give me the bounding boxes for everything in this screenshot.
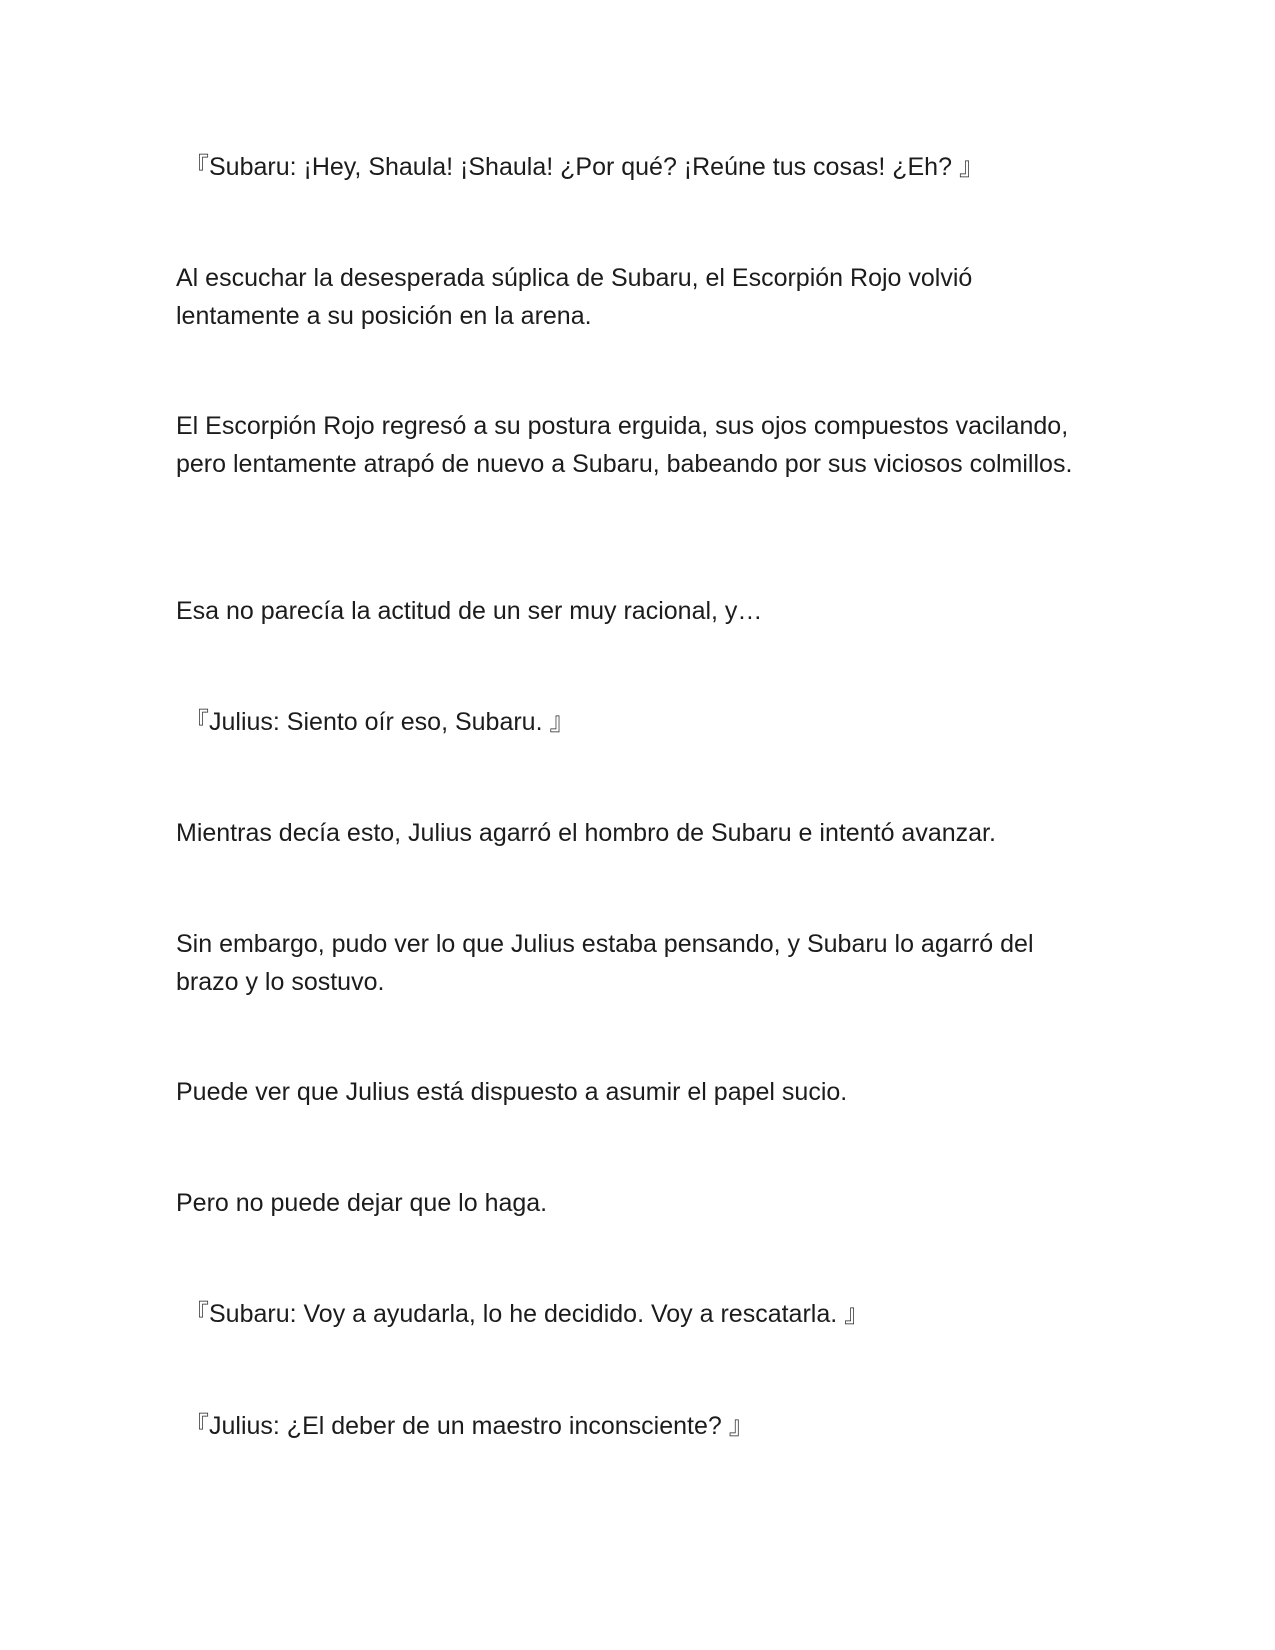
narration-paragraph: Puede ver que Julius está dispuesto a asumir el papel sucio. <box>176 1078 848 1106</box>
dialogue-line: 『Julius: Siento oír eso, Subaru. 』 <box>184 708 575 736</box>
narration-paragraph: Pero no puede dejar que lo haga. <box>176 1189 548 1217</box>
dialogue-line: 『Julius: ¿El deber de un maestro inconsciente? 』 <box>184 1412 754 1440</box>
narration-paragraph: Mientras decía esto, Julius agarró el hombro de Subaru e intentó avanzar. <box>176 819 996 847</box>
dialogue-line: 『Subaru: Voy a ayudarla, lo he decidido. Voy a rescatarla. 』 <box>184 1300 870 1328</box>
narration-paragraph: El Escorpión Rojo regresó a su postura erguida, sus ojos compuestos vacilando, pero lentamente atrapó de nuevo a Subaru, babeando por sus viciosos colmillos. <box>176 412 1073 478</box>
narration-paragraph: Al escuchar la desesperada súplica de Subaru, el Escorpión Rojo volvió lentamente a su posición en la arena. <box>176 264 973 330</box>
dialogue-line: 『Subaru: ¡Hey, Shaula! ¡Shaula! ¿Por qué? ¡Reúne tus cosas! ¿Eh? 』 <box>184 153 984 181</box>
narration-paragraph: Esa no parecía la actitud de un ser muy racional, y… <box>176 597 763 625</box>
narration-paragraph: Sin embargo, pudo ver lo que Julius estaba pensando, y Subaru lo agarró del brazo y lo sostuvo. <box>176 930 1034 996</box>
